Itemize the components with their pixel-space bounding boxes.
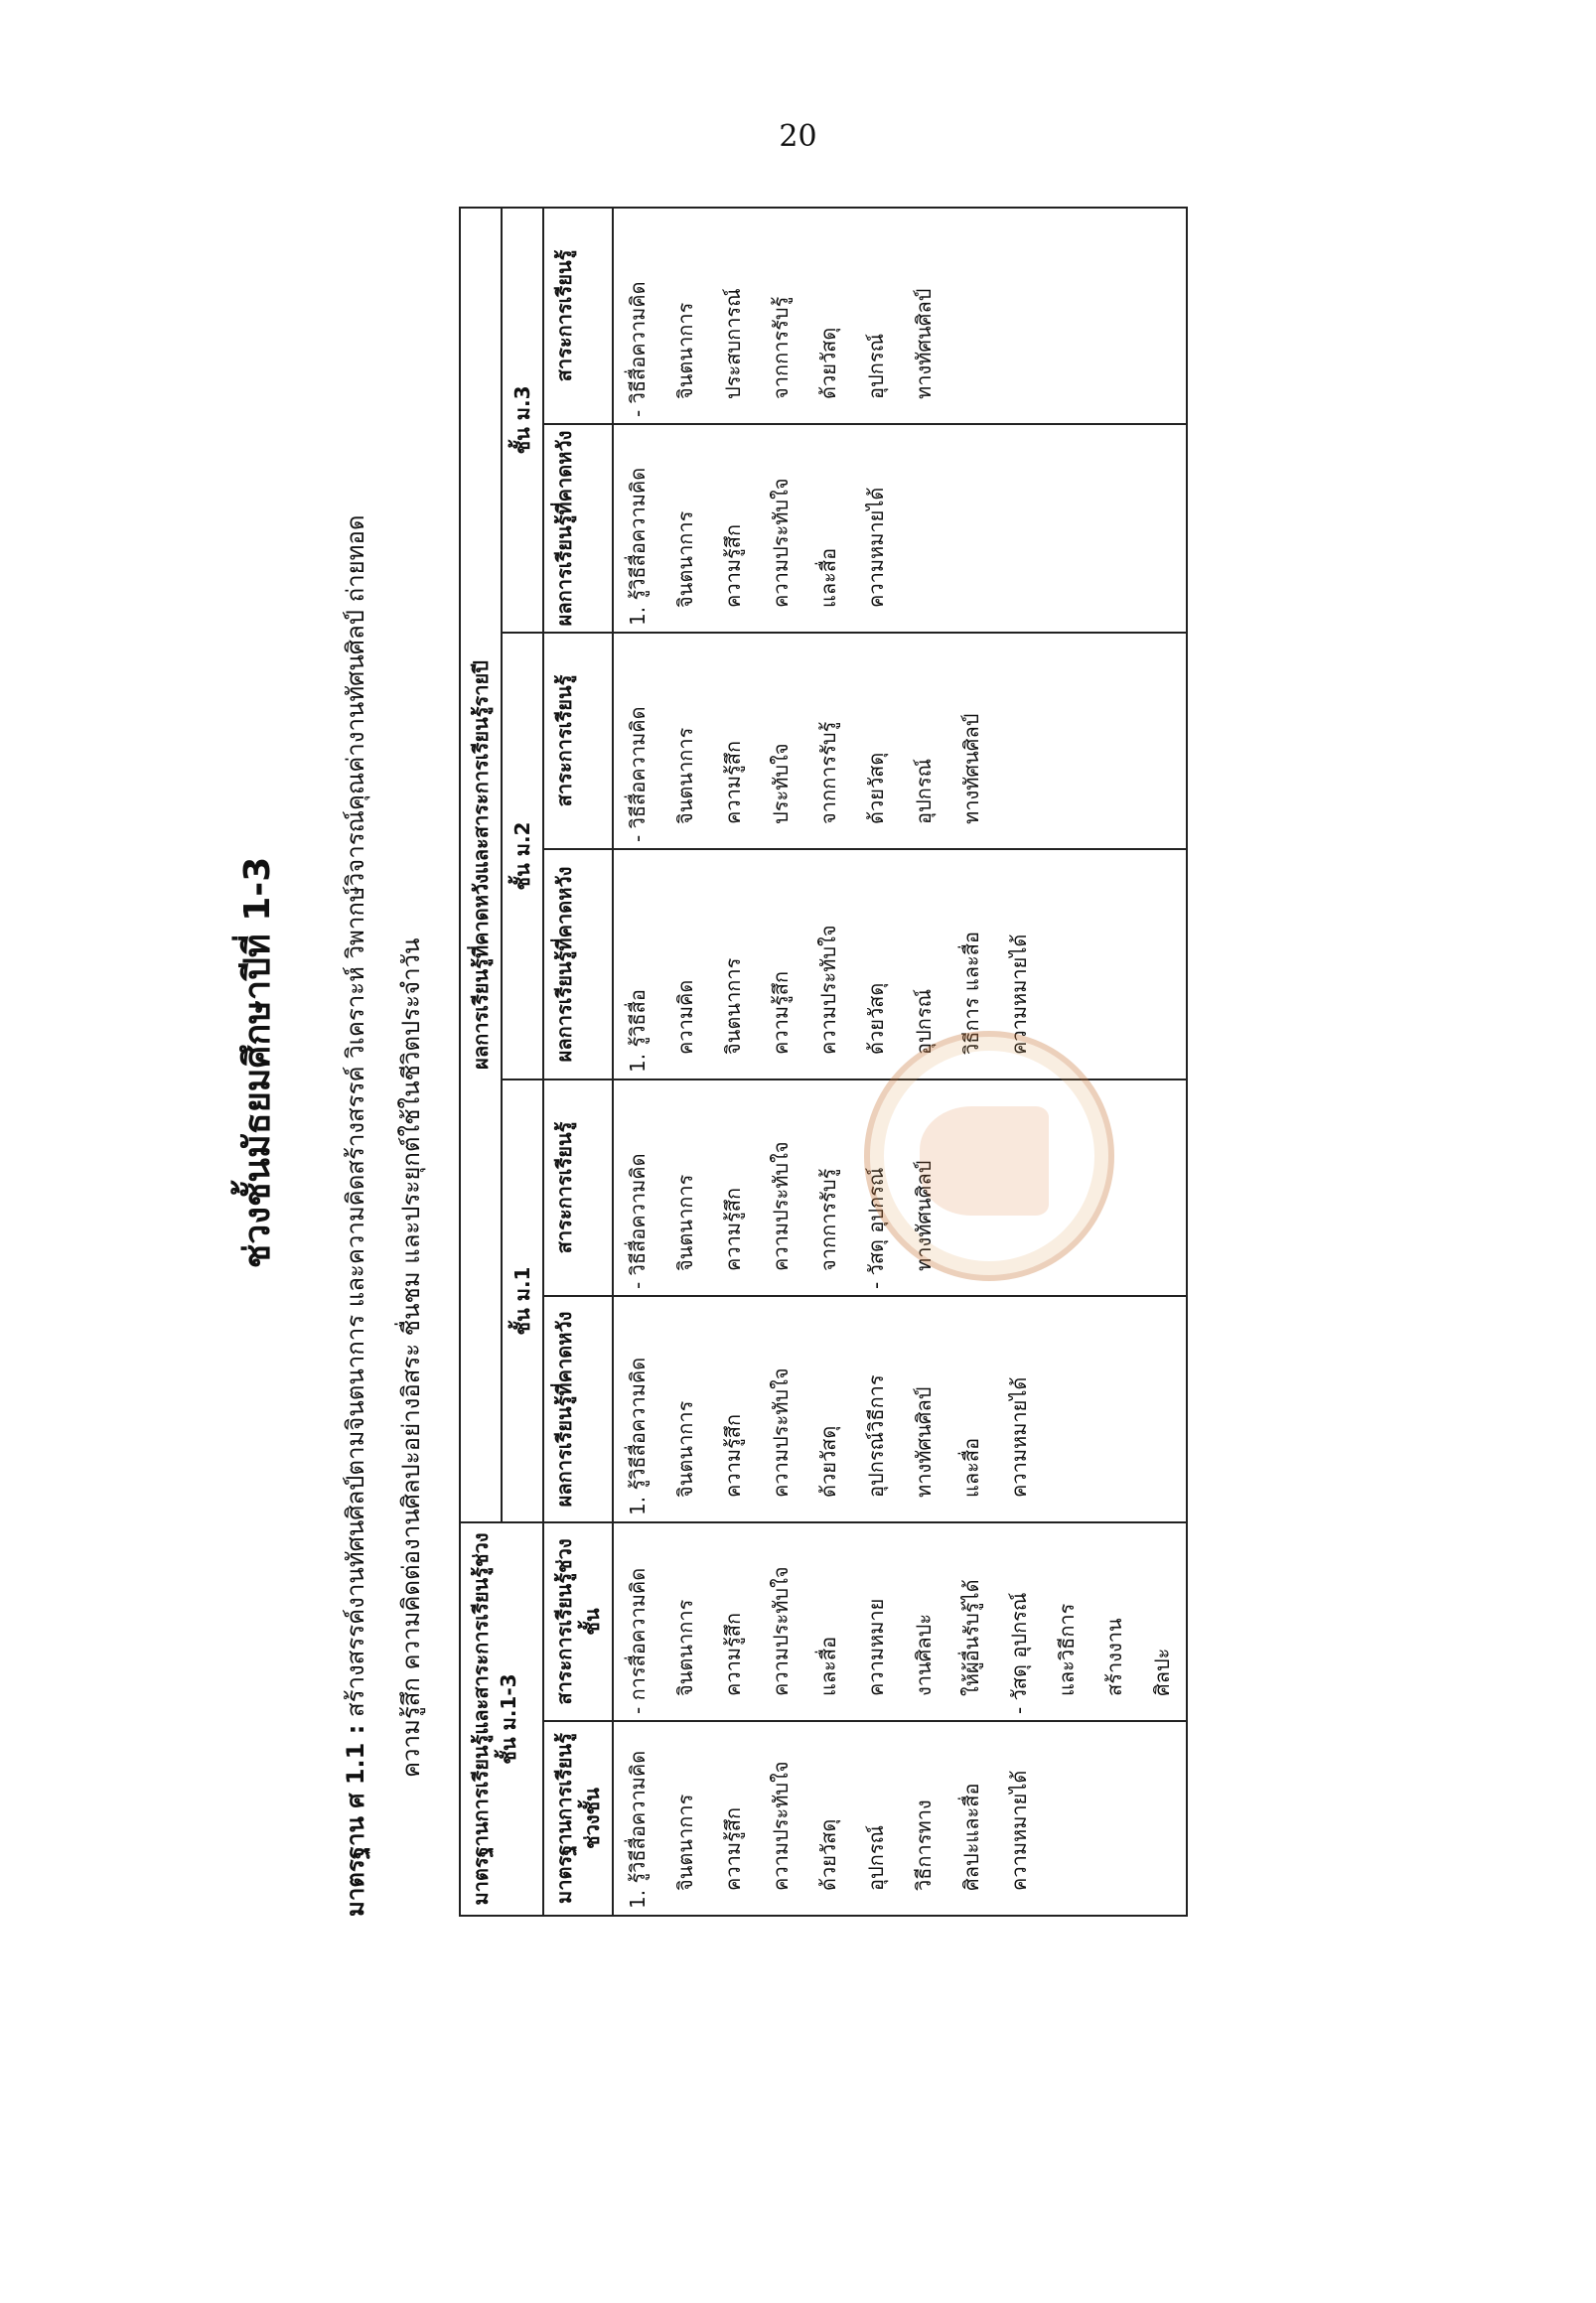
cell-line: ความประทับใจ [769, 478, 793, 608]
cell-line: ความรู้สึก [721, 1187, 745, 1271]
cell-line: 1. รู้วิธีสื่อความคิด [626, 467, 650, 626]
cell-line: ความหมายได้ [1007, 934, 1031, 1055]
col-header-m1-content: สาระการเรียนรู้ [543, 1080, 613, 1296]
standard-statement [328, 209, 439, 1917]
cell-line: ความหมายได้ [864, 487, 888, 608]
cell-line: จากการรับรู้ [816, 721, 840, 824]
cell-line: จินตนาการ [673, 302, 697, 399]
cell-line: ด้วยวัสดุ [816, 1818, 840, 1891]
cell-line: จินตนาการ [673, 1599, 697, 1696]
cell-line: ด้วยวัสดุ [864, 982, 888, 1055]
standard-label: มาตรฐาน ศ 1.1 : [342, 1724, 369, 1917]
cell-m2-outcome [613, 849, 1187, 1080]
cell-line: ทางทัศนศิลป์ [912, 288, 936, 399]
cell-line: และสื่อ [816, 1636, 840, 1696]
cell-line: ความรู้สึก [721, 1413, 745, 1498]
cell-line: - วิธีสื่อความคิด [626, 706, 650, 842]
cell-line: 1. รู้วิธีสื่อ [626, 989, 650, 1073]
page-heading: ช่วงชั้นมัธยมศึกษาปีที่ 1-3 [237, 856, 278, 1269]
cell-line: และสื่อ [816, 547, 840, 608]
cell-m2-content [613, 633, 1187, 849]
cell-line: ด้วยวัสดุ [816, 1425, 840, 1498]
cell-line: อุปกรณ์ [912, 758, 936, 824]
col-header-m1-outcome: ผลการเรียนรู้ที่คาดหวัง [543, 1296, 613, 1522]
cell-line: ด้วยวัสดุ [864, 752, 888, 824]
header-row-groups [460, 208, 502, 1916]
cell-line: - วิธีสื่อความคิด [626, 1153, 650, 1289]
grade-header-m2: ชั้น ม.2 [502, 633, 543, 1080]
cell-line: จินตนาการ [673, 1794, 697, 1891]
cell-line: ความรู้สึก [721, 523, 745, 608]
cell-line: จินตนาการ [673, 1400, 697, 1498]
cell-line: วิธีการ และสื่อ [959, 932, 983, 1055]
col-header-m2-outcome: ผลการเรียนรู้ที่คาดหวัง [543, 849, 613, 1080]
cell-line: ประสบการณ์ [721, 288, 745, 399]
cell-line: ให้ผู้อื่นรับรู้ได้ [959, 1579, 983, 1696]
cell-line: อุปกรณ์ [864, 1824, 888, 1891]
cell-line: ความหมาย [864, 1598, 888, 1696]
cell-line: สร้างงาน [1102, 1618, 1126, 1696]
col-header-m3-outcome: ผลการเรียนรู้ที่คาดหวัง [543, 424, 613, 633]
cell-std-level [613, 1721, 1187, 1916]
group-header-right: ผลการเรียนรู้ที่คาดหวังและสาระการเรียนรู้รายปี [460, 208, 502, 1522]
cell-line: จินตนาการ [721, 957, 745, 1055]
cell-line: ความหมายได้ [1007, 1770, 1031, 1891]
standard-line-2: ความรู้สึก ความคิดต่องานศิลปะอย่างอิสระ ชื่นชม และประยุกต์ใช้ในชีวิตประจำวัน [397, 937, 425, 1778]
cell-content-level [613, 1522, 1187, 1721]
cell-m3-content [613, 208, 1187, 424]
table-row [613, 208, 1187, 1916]
cell-line: ความหมายได้ [1007, 1376, 1031, 1498]
cell-line: 1. รู้วิธีสื่อความคิด [626, 1750, 650, 1909]
col-header-m2-content: สาระการเรียนรู้ [543, 633, 613, 849]
rotated-content [228, 209, 1301, 1917]
cell-line: อุปกรณ์ [864, 333, 888, 399]
curriculum-table [459, 207, 1188, 1917]
cell-line: และวิธีการ [1055, 1603, 1079, 1696]
col-header-std-level: มาตรฐานการเรียนรู้ช่วงชั้น [543, 1721, 613, 1916]
cell-line: ศิลปะ [1150, 1648, 1174, 1696]
cell-line: ทางทัศนศิลป์ [912, 1386, 936, 1498]
grade-header-m3: ชั้น ม.3 [502, 208, 543, 633]
cell-line: ทางทัศนศิลป์ [959, 713, 983, 824]
cell-line: ความประทับใจ [769, 1141, 793, 1271]
cell-line: ความประทับใจ [769, 1367, 793, 1498]
cell-line: ความคิด [673, 979, 697, 1055]
group-header-left: มาตรฐานการเรียนรู้และสาระการเรียนรู้ช่วงชั้น ม.1-3 [460, 1522, 543, 1916]
cell-line: จากการรับรู้ [816, 1168, 840, 1271]
cell-line: - การสื่อความคิด [626, 1567, 650, 1714]
cell-line: 1. รู้วิธีสื่อความคิด [626, 1357, 650, 1515]
col-header-content-level: สาระการเรียนรู้ช่วงชั้น [543, 1522, 613, 1721]
cell-line: ความรู้สึก [721, 740, 745, 824]
cell-line: ประทับใจ [769, 743, 793, 824]
cell-line: จินตนาการ [673, 510, 697, 608]
cell-line: วิธีการทาง [912, 1799, 936, 1891]
cell-line: ความรู้สึก [721, 1806, 745, 1891]
standard-line-1: สร้างสรรค์งานทัศนศิลป์ตามจินตนาการ และความคิดสร้างสรรค์ วิเคราะห์ วิพากษ์วิจารณ์คุณค่างานทัศนศิลป์ ถ่ายทอด [342, 514, 369, 1718]
cell-line: ความประทับใจ [769, 1761, 793, 1891]
cell-line: ความประทับใจ [816, 925, 840, 1055]
cell-m3-outcome [613, 424, 1187, 633]
cell-line: ความรู้สึก [721, 1612, 745, 1696]
cell-line: - วัสดุ อุปกรณ์ [1007, 1592, 1031, 1714]
cell-line: งานศิลปะ [912, 1613, 936, 1696]
cell-line: จินตนาการ [673, 727, 697, 824]
header-row-columns [543, 208, 613, 1916]
cell-line: จินตนาการ [673, 1174, 697, 1271]
cell-line: อุปกรณ์ [912, 988, 936, 1055]
cell-line: - วิธีสื่อความคิด [626, 281, 650, 417]
cell-line: ศิลปะและสื่อ [959, 1783, 983, 1891]
col-header-m3-content: สาระการเรียนรู้ [543, 208, 613, 424]
cell-line: ความประทับใจ [769, 1566, 793, 1696]
cell-line: ด้วยวัสดุ [816, 327, 840, 399]
cell-line: - วัสดุ อุปกรณ์ [864, 1167, 888, 1289]
cell-line: และสื่อ [959, 1437, 983, 1498]
cell-line: ความรู้สึก [769, 970, 793, 1055]
cell-line: จากการรับรู้ [769, 296, 793, 399]
cell-m1-content [613, 1080, 1187, 1296]
cell-line: อุปกรณ์วิธีการ [864, 1374, 888, 1498]
page-number: 20 [779, 119, 817, 154]
cell-m1-outcome [613, 1296, 1187, 1522]
cell-line: ทางทัศนศิลป์ [912, 1160, 936, 1271]
grade-header-m1: ชั้น ม.1 [502, 1080, 543, 1522]
